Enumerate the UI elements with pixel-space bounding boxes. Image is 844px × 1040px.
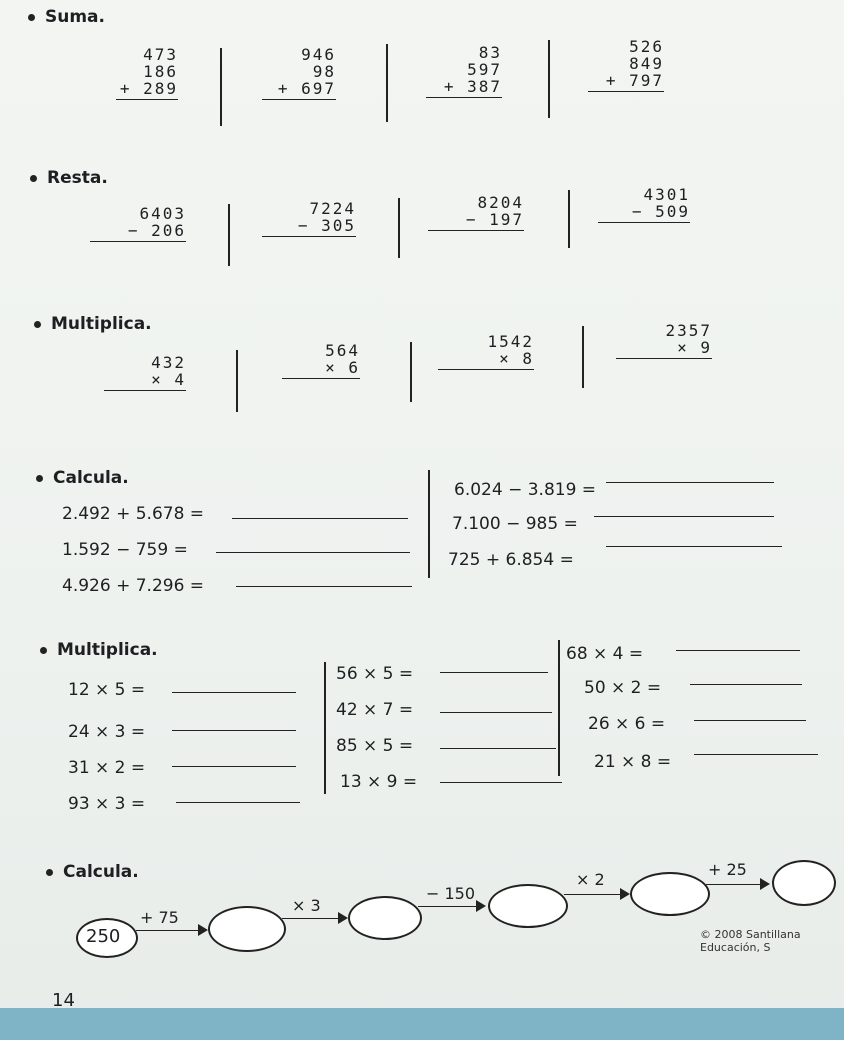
mult-expr: 50 × 2 = (584, 678, 662, 698)
answer-line[interactable] (172, 766, 296, 767)
page-number: 14 (52, 990, 75, 1011)
bullet-icon (46, 869, 53, 876)
answer-line[interactable] (232, 518, 408, 519)
calc-expr: 7.100 − 985 = (452, 514, 578, 534)
mult-expr: 68 × 4 = (566, 644, 644, 664)
separator (324, 662, 326, 794)
arrow-head-icon (620, 888, 630, 900)
chain-answer-circle[interactable] (488, 884, 568, 928)
chain-answer-circle[interactable] (630, 872, 710, 916)
mult-op-1: 432 × 4 (104, 354, 186, 391)
mult-op-3: 1542 × 8 (438, 333, 534, 370)
separator (548, 40, 550, 118)
suma-op-1: 473 186 + 289 (116, 46, 178, 100)
arrow (564, 894, 624, 895)
answer-line[interactable] (176, 802, 300, 803)
mult-expr: 24 × 3 = (68, 722, 146, 742)
mult-expr: 12 × 5 = (68, 680, 146, 700)
chain-answer-circle[interactable] (772, 860, 836, 906)
answer-line[interactable] (440, 712, 552, 713)
calc-expr: 2.492 + 5.678 = (62, 504, 205, 524)
mult-op-4: 2357 × 9 (616, 322, 712, 359)
resta-op-4: 4301 − 509 (598, 186, 690, 223)
suma-op-2: 946 98 + 697 (262, 46, 336, 100)
chain-step-label: + 25 (708, 860, 747, 879)
heading-suma: Suma. (28, 7, 105, 27)
answer-line[interactable] (440, 748, 556, 749)
separator (386, 44, 388, 122)
mult-expr: 26 × 6 = (588, 714, 666, 734)
answer-line[interactable] (172, 692, 296, 693)
mult-expr: 93 × 3 = (68, 794, 146, 814)
heading-resta: Resta. (30, 168, 108, 188)
arrow-head-icon (760, 878, 770, 890)
resta-op-3: 8204 − 197 (428, 194, 524, 231)
chain-start-value: 250 (86, 926, 121, 947)
mult-expr: 31 × 2 = (68, 758, 146, 778)
separator (428, 470, 430, 578)
bullet-icon (30, 175, 37, 182)
calc-expr: 1.592 − 759 = (62, 540, 188, 560)
mult-expr: 85 × 5 = (336, 736, 414, 756)
chain-answer-circle[interactable] (348, 896, 422, 940)
arrow-head-icon (338, 912, 348, 924)
bullet-icon (34, 321, 41, 328)
chain-answer-circle[interactable] (208, 906, 286, 952)
heading-calcula-1: Calcula. (36, 468, 129, 488)
arrow (418, 906, 480, 907)
mult-expr: 21 × 8 = (594, 752, 672, 772)
answer-line[interactable] (440, 672, 548, 673)
calc-expr: 4.926 + 7.296 = (62, 576, 205, 596)
heading-multiplica-2: Multiplica. (40, 640, 158, 660)
chain-step-label: + 75 (140, 908, 179, 927)
answer-line[interactable] (236, 586, 412, 587)
answer-line[interactable] (594, 516, 774, 517)
answer-line[interactable] (172, 730, 296, 731)
separator (398, 198, 400, 258)
arrow (706, 884, 764, 885)
mult-expr: 42 × 7 = (336, 700, 414, 720)
bullet-icon (36, 475, 43, 482)
copyright-text: © 2008 Santillana Educación, S (700, 928, 801, 954)
bottom-band (0, 1008, 844, 1040)
separator (568, 190, 570, 248)
separator (410, 342, 412, 402)
arrow-head-icon (198, 924, 208, 936)
resta-op-1: 6403 − 206 (90, 205, 186, 242)
answer-line[interactable] (694, 720, 806, 721)
mult-expr: 13 × 9 = (340, 772, 418, 792)
answer-line[interactable] (676, 650, 800, 651)
chain-step-label: − 150 (426, 884, 476, 903)
answer-line[interactable] (216, 552, 410, 553)
calc-expr: 725 + 6.854 = (448, 550, 574, 570)
mult-op-2: 564 × 6 (282, 342, 360, 379)
answer-line[interactable] (690, 684, 802, 685)
arrow-head-icon (476, 900, 486, 912)
answer-line[interactable] (694, 754, 818, 755)
bullet-icon (40, 647, 47, 654)
chain-step-label: × 3 (292, 896, 321, 915)
arrow (136, 930, 202, 931)
suma-op-4: 526 849 + 797 (588, 38, 664, 92)
answer-line[interactable] (606, 546, 782, 547)
calc-expr: 6.024 − 3.819 = (454, 480, 597, 500)
heading-calcula-2: Calcula. (46, 862, 139, 882)
bullet-icon (28, 14, 35, 21)
resta-op-2: 7224 − 305 (262, 200, 356, 237)
arrow (282, 918, 342, 919)
heading-multiplica-1: Multiplica. (34, 314, 152, 334)
separator (220, 48, 222, 126)
separator (582, 326, 584, 388)
separator (558, 640, 560, 776)
answer-line[interactable] (440, 782, 562, 783)
separator (236, 350, 238, 412)
separator (228, 204, 230, 266)
chain-step-label: × 2 (576, 870, 605, 889)
answer-line[interactable] (606, 482, 774, 483)
mult-expr: 56 × 5 = (336, 664, 414, 684)
suma-op-3: 83 597 + 387 (426, 44, 502, 98)
